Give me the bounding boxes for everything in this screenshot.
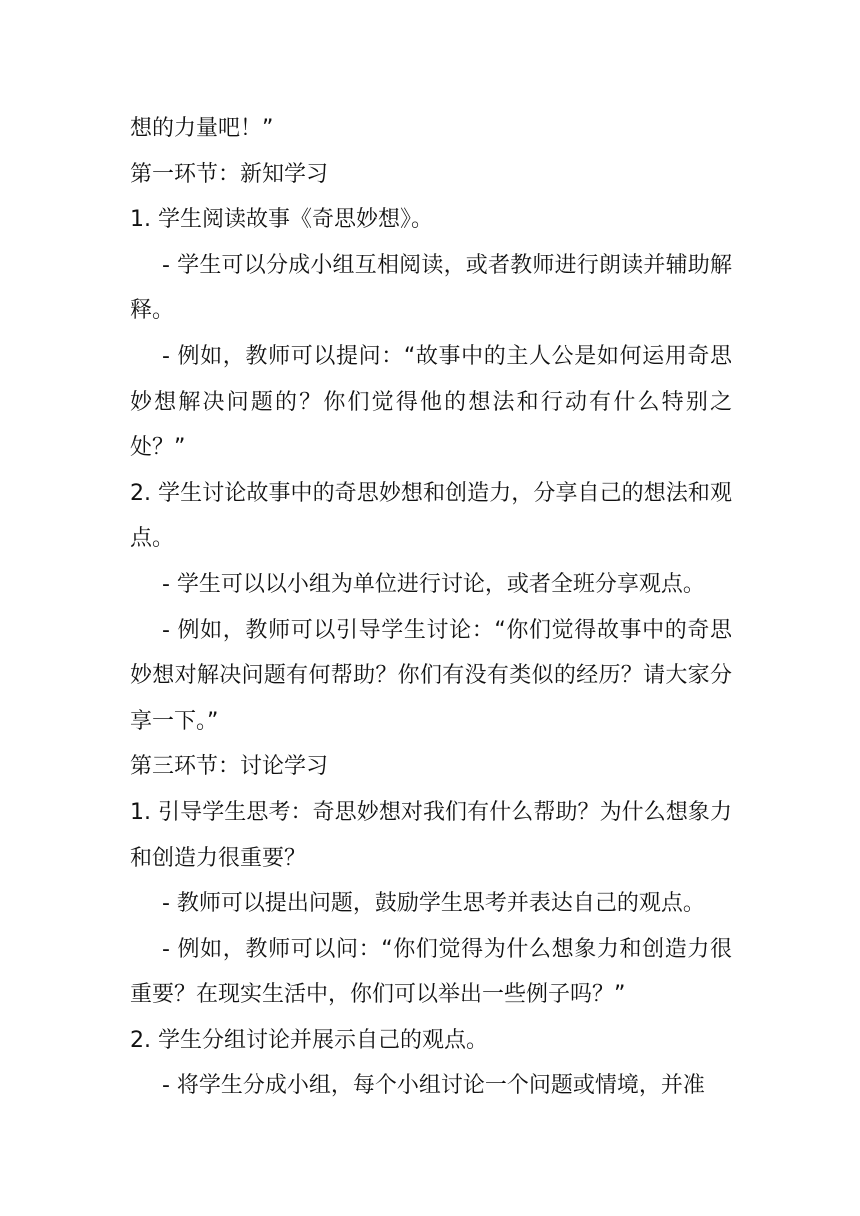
list-item-2: 2. 学生分组讨论并展示自己的观点。	[130, 1027, 488, 1053]
list-item-1: 1. 学生阅读故事《奇思妙想》。	[130, 207, 433, 233]
section-heading-first: 第一环节：新知学习	[130, 161, 329, 187]
document-body	[130, 106, 732, 1109]
sub-item: - 将学生分成小组，每个小组讨论一个问题或情境，并准	[162, 1073, 705, 1099]
sub-item: - 教师可以提出问题，鼓励学生思考并表达自己的观点。	[162, 891, 705, 917]
sub-item: - 例如，教师可以问：“你们觉得为什么想象力和创造力很重要？在现实生活中，你们可以举出一些例子吗？”	[130, 936, 732, 1008]
list-item-2: 2. 学生讨论故事中的奇思妙想和创造力，分享自己的想法和观点。	[130, 480, 732, 552]
sub-item: - 例如，教师可以提问：“故事中的主人公是如何运用奇思妙想解决问题的？你们觉得他的想法和行动有什么特别之处？”	[130, 343, 732, 461]
sub-item: - 例如，教师可以引导学生讨论：“你们觉得故事中的奇思妙想对解决问题有何帮助？你们有没有类似的经历？请大家分享一下。”	[130, 617, 732, 734]
sub-item: - 学生可以以小组为单位进行讨论，或者全班分享观点。	[162, 571, 705, 597]
paragraph-continuation: 想的力量吧！”	[130, 116, 274, 141]
list-item-1: 1. 引导学生思考：奇思妙想对我们有什么帮助？为什么想象力和创造力很重要？	[130, 799, 732, 871]
sub-item: - 学生可以分成小组互相阅读，或者教师进行朗读并辅助解释。	[130, 252, 732, 324]
section-heading-third: 第三环节：讨论学习	[130, 754, 329, 780]
